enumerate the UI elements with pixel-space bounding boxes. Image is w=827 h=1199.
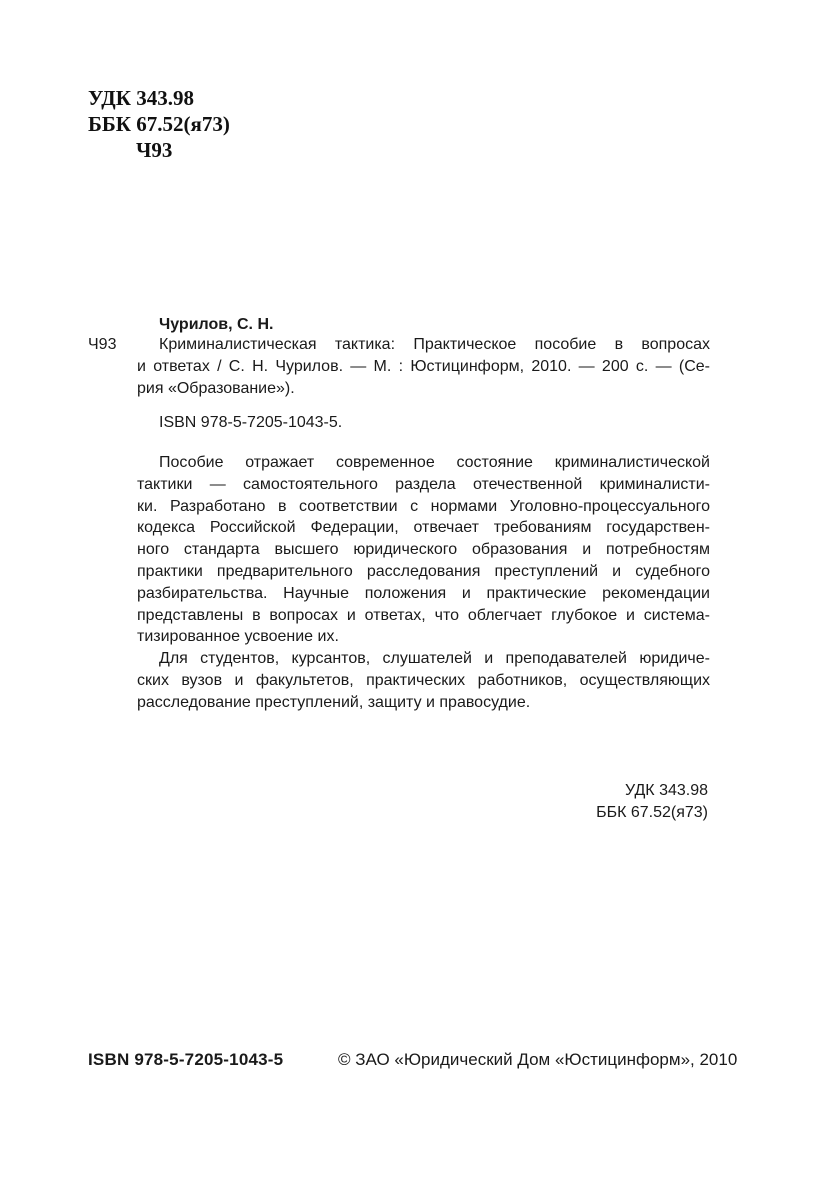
annotation-line: ки. Разработано в соответствии с нормами Уголовно-процессуального <box>137 497 710 515</box>
bbk-code-top: ББК 67.52(я73) <box>88 112 230 136</box>
author-heading: Чурилов, С. Н. <box>159 316 274 333</box>
udk-code-bottom: УДК 343.98 <box>625 782 708 799</box>
title-line: и ответах / С. Н. Чурилов. — М. : Юстицинформ, 2010. — 200 с. — (Се- <box>137 357 710 375</box>
bibliographic-description <box>137 334 710 399</box>
cutter-code-top: Ч93 <box>136 138 173 162</box>
annotation-text <box>137 452 710 714</box>
annotation-line: тизированное усвоение их. <box>137 628 339 646</box>
copyright-notice: © ЗАО «Юридический Дом «Юстицинформ», 2010 <box>338 1050 738 1069</box>
audience-line: ских вузов и факультетов, практических работников, осуществляющих <box>137 671 710 689</box>
annotation-line: представлены в вопросах и ответах, что облегчает глубокое и система- <box>137 606 710 624</box>
annotation-line: разбирательства. Научные положения и практические рекомендации <box>137 584 710 602</box>
cutter-code-side: Ч93 <box>88 336 117 353</box>
isbn-entry: ISBN 978-5-7205-1043-5. <box>159 414 343 431</box>
udk-code-top: УДК 343.98 <box>88 86 194 110</box>
isbn-footer: ISBN 978-5-7205-1043-5 <box>88 1050 284 1069</box>
audience-line: расследование преступлений, защиту и правосудие. <box>137 693 531 711</box>
audience-line: Для студентов, курсантов, слушателей и преподавателей юридиче- <box>159 650 710 668</box>
title-line: рия «Образование»). <box>137 379 295 397</box>
bbk-code-bottom: ББК 67.52(я73) <box>596 804 708 821</box>
annotation-line: практики предварительного расследования преступлений и судебного <box>137 562 710 580</box>
annotation-line: тактики — самостоятельного раздела отечественной криминалисти- <box>137 475 710 493</box>
title-line: Криминалистическая тактика: Практическое пособие в вопросах <box>159 336 710 353</box>
annotation-line: Пособие отражает современное состояние криминалистической <box>159 454 710 471</box>
annotation-line: ного стандарта высшего юридического образования и потребностям <box>137 541 710 559</box>
annotation-line: кодекса Российской Федерации, отвечает требованиям государствен- <box>137 519 710 537</box>
